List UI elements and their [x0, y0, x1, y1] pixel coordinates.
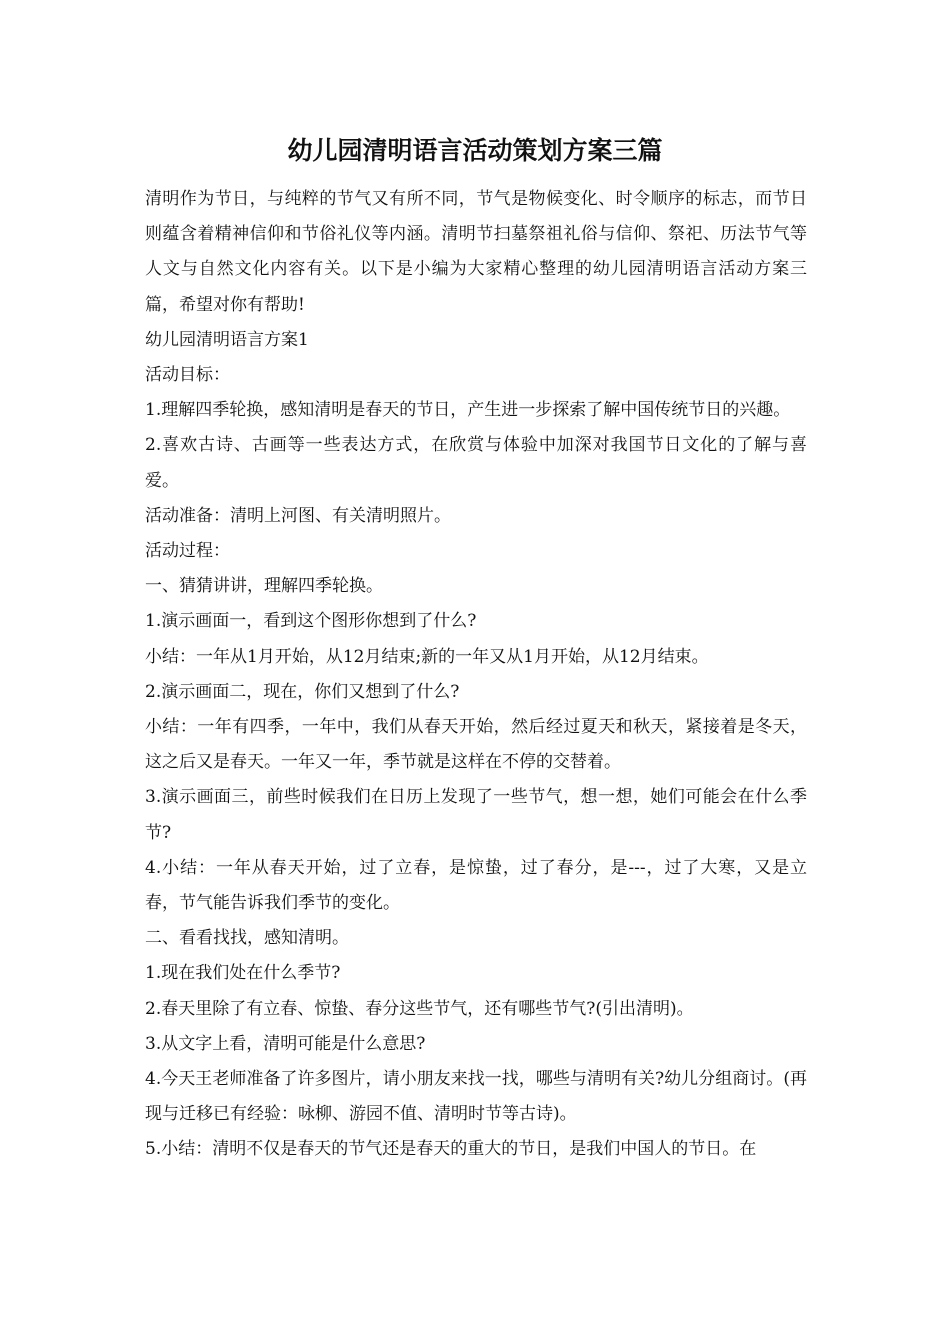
- paragraph: 1.理解四季轮换，感知清明是春天的节日，产生进一步探索了解中国传统节日的兴趣。: [145, 400, 791, 421]
- intro-paragraph: 清明作为节日，与纯粹的节气又有所不同，节气是物候变化、时令顺序的标志，而节日则蕴含着精神信仰和节俗礼仪等内涵。清明节扫墓祭祖礼俗与信仰、祭祀、历法节气等人文与自然文化内容有关。以下是小编为大家精心整理的幼儿园清明语言活动方案三篇，希望对你有帮助!: [145, 189, 807, 315]
- paragraph: 2.春天里除了有立春、惊蛰、春分这些节气，还有哪些节气?(引出清明)。: [145, 998, 694, 1019]
- section-heading: 幼儿园清明语言方案1: [145, 329, 309, 350]
- paragraph: 一、猜猜讲讲，理解四季轮换。: [145, 576, 383, 597]
- paragraph: 4.小结：一年从春天开始，过了立春，是惊蛰，过了春分，是---，过了大寒，又是立春，节气能告诉我们季节的变化。: [145, 857, 807, 914]
- paragraph: 1.演示画面一，看到这个图形你想到了什么?: [145, 611, 477, 632]
- paragraph: 小结：一年有四季，一年中，我们从春天开始，然后经过夏天和秋天，紧接着是冬天，这之后又是春天。一年又一年，季节就是这样在不停的交替着。: [145, 717, 807, 773]
- document-body: [145, 182, 807, 1168]
- paragraph: 活动准备：清明上河图、有关清明照片。: [145, 505, 451, 526]
- document-title: 幼儿园清明语言活动策划方案三篇: [287, 136, 663, 165]
- paragraph: 5.小结：清明不仅是春天的节气还是春天的重大的节日，是我们中国人的节日。在: [145, 1139, 757, 1160]
- paragraph: 2.喜欢古诗、古画等一些表达方式，在欣赏与体验中加深对我国节日文化的了解与喜爱。: [145, 435, 807, 491]
- paragraph: 3.从文字上看，清明可能是什么意思?: [145, 1033, 426, 1054]
- paragraph: 1.现在我们处在什么季节?: [145, 963, 341, 984]
- paragraph: 二、看看找找，感知清明。: [145, 928, 349, 949]
- paragraph: 活动过程：: [145, 541, 230, 562]
- paragraph: 4.今天王老师准备了许多图片，请小朋友来找一找，哪些与清明有关?幼儿分组商讨。(再现与迁移已有经验：咏柳、游园不值、清明时节等古诗)。: [145, 1069, 807, 1125]
- paragraph: 小结：一年从1月开始，从12月结束;新的一年又从1月开始，从12月结束。: [145, 646, 709, 667]
- paragraph: 活动目标：: [145, 365, 230, 386]
- paragraph: 2.演示画面二，现在，你们又想到了什么?: [145, 681, 460, 702]
- paragraph: 3.演示画面三，前些时候我们在日历上发现了一些节气，想一想，她们可能会在什么季节?: [145, 787, 807, 843]
